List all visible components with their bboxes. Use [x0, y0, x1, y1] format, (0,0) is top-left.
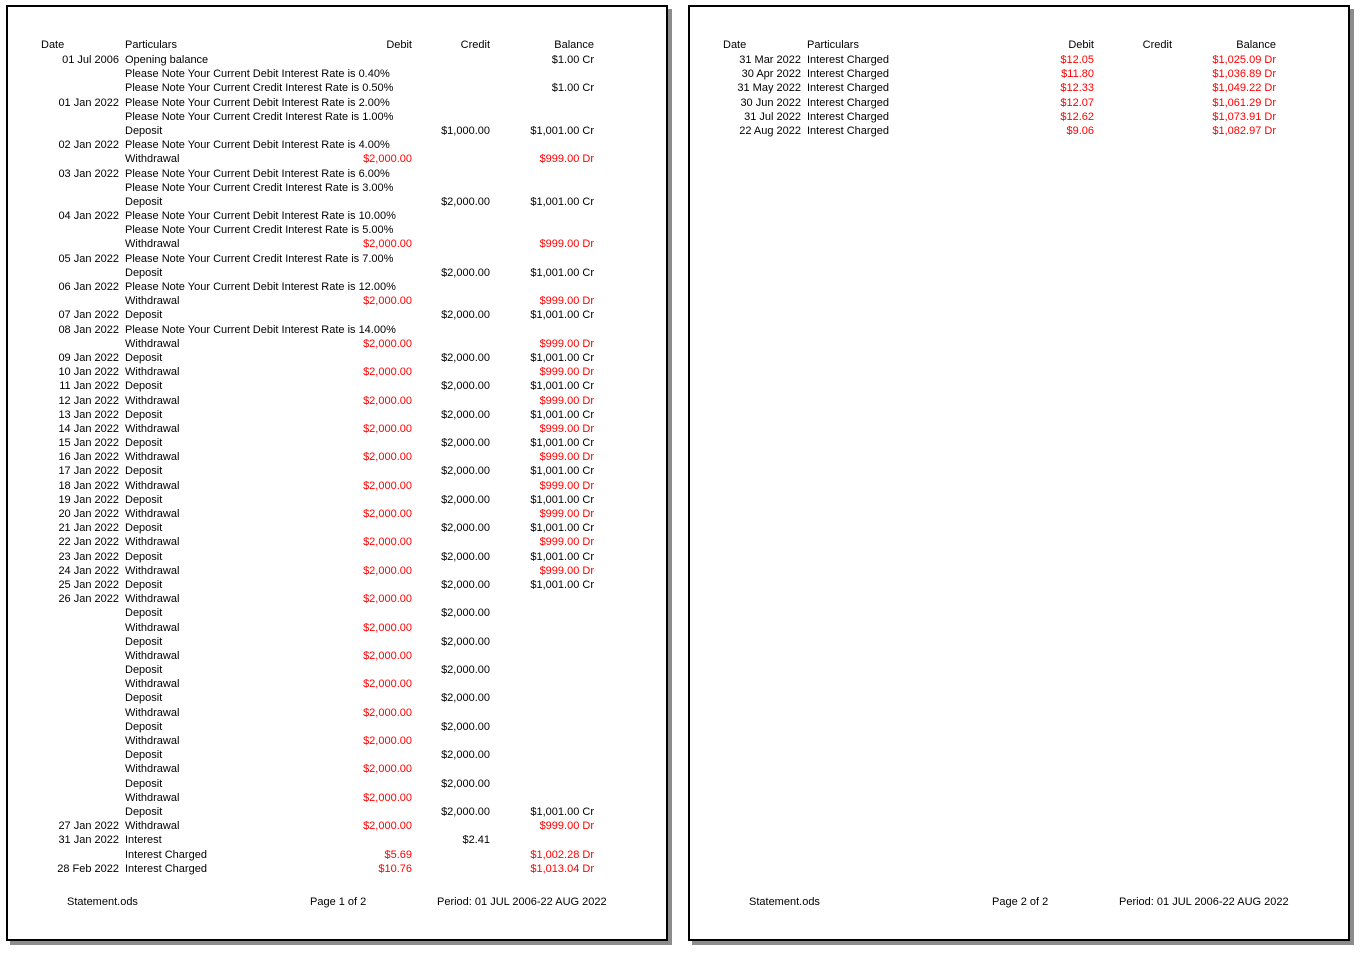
row-particulars: Withdrawal — [125, 649, 180, 662]
table-row — [8, 663, 666, 677]
row-credit: $2,000.00 — [441, 749, 490, 762]
row-particulars: Deposit — [125, 805, 163, 818]
row-particulars: Please Note Your Current Debit Interest Rate is 14.00% — [125, 323, 396, 336]
row-balance: $1,001.00 Cr — [530, 266, 594, 279]
table-row — [8, 223, 666, 237]
row-date: 31 Jul 2022 — [744, 110, 801, 123]
table-row — [8, 521, 666, 535]
header-credit: Credit — [460, 39, 490, 51]
header-date: Date — [41, 39, 65, 51]
table-row — [8, 408, 666, 422]
row-balance: $999.00 Dr — [539, 422, 594, 435]
row-particulars: Please Note Your Current Credit Interest Rate is 1.00% — [125, 110, 394, 123]
row-credit: $2,000.00 — [441, 635, 490, 648]
row-date: 23 Jan 2022 — [58, 550, 119, 563]
row-particulars: Deposit — [125, 195, 163, 208]
row-date: 20 Jan 2022 — [58, 508, 119, 520]
row-credit: $2,000.00 — [441, 266, 490, 279]
row-balance: $1,001.00 Cr — [530, 351, 594, 364]
row-credit: $1,000.00 — [441, 124, 490, 137]
row-debit: $2,000.00 — [363, 820, 412, 833]
table-row — [8, 777, 666, 791]
table-row — [8, 294, 666, 308]
row-date: 19 Jan 2022 — [58, 493, 119, 506]
row-balance: $1,002.28 Dr — [530, 848, 594, 861]
row-debit: $2,000.00 — [363, 735, 412, 747]
row-particulars: Please Note Your Current Debit Interest Rate is 0.40% — [125, 68, 390, 81]
row-balance: $999.00 Dr — [539, 394, 594, 407]
row-balance: $1,001.00 Cr — [530, 550, 594, 563]
row-debit: $2,000.00 — [363, 422, 412, 435]
row-date: 24 Jan 2022 — [58, 564, 119, 577]
row-credit: $2,000.00 — [441, 351, 490, 364]
row-particulars: Deposit — [125, 493, 163, 506]
row-balance: $1,001.00 Cr — [530, 437, 594, 450]
row-date: 11 Jan 2022 — [59, 380, 119, 393]
header-balance: Balance — [554, 39, 594, 51]
row-balance: $999.00 Dr — [539, 451, 594, 464]
table-row — [8, 691, 666, 705]
row-particulars: Withdrawal — [125, 479, 180, 492]
row-debit: $12.05 — [1060, 54, 1094, 66]
row-balance: $999.00 Dr — [539, 153, 594, 166]
row-particulars: Please Note Your Current Credit Interest Rate is 5.00% — [125, 224, 394, 237]
table-row — [690, 96, 1348, 110]
row-credit: $2,000.00 — [441, 408, 490, 421]
row-debit: $10.76 — [378, 862, 412, 875]
table-row — [690, 124, 1348, 138]
row-particulars: Opening balance — [125, 54, 209, 66]
row-debit: $2,000.00 — [363, 791, 412, 804]
row-debit: $2,000.00 — [363, 564, 412, 577]
footer-filename: Statement.ods — [67, 896, 138, 908]
row-balance: $999.00 Dr — [539, 479, 594, 492]
row-debit: $11.80 — [1061, 68, 1094, 81]
row-credit: $2,000.00 — [441, 465, 490, 478]
table-row — [8, 635, 666, 649]
table-row — [8, 379, 666, 393]
row-balance: $1,001.00 Cr — [530, 195, 594, 208]
row-debit: $2,000.00 — [363, 337, 412, 350]
table-row — [8, 81, 666, 95]
row-debit: $2,000.00 — [363, 706, 412, 719]
row-particulars: Withdrawal — [125, 366, 180, 379]
table-row — [8, 436, 666, 450]
row-credit: $2,000.00 — [441, 522, 490, 535]
row-particulars: Withdrawal — [125, 153, 180, 166]
row-date: 22 Jan 2022 — [58, 536, 119, 549]
table-row — [8, 762, 666, 776]
row-date: 01 Jan 2022 — [58, 96, 119, 109]
table-row — [8, 167, 666, 181]
table-row — [8, 649, 666, 663]
row-particulars: Withdrawal — [125, 451, 180, 464]
row-debit: $5.69 — [384, 848, 412, 861]
footer-page-number: Page 1 of 2 — [310, 896, 367, 908]
row-particulars: Deposit — [125, 124, 163, 137]
table-row — [8, 422, 666, 436]
table-row — [8, 848, 666, 862]
row-particulars: Deposit — [125, 309, 163, 322]
row-particulars: Deposit — [125, 266, 163, 279]
table-row — [8, 592, 666, 606]
row-credit: $2,000.00 — [441, 664, 490, 677]
table-row — [8, 621, 666, 635]
header-date: Date — [723, 39, 747, 51]
row-particulars: Please Note Your Current Credit Interest Rate is 0.50% — [125, 82, 394, 95]
row-debit: $2,000.00 — [363, 678, 412, 691]
row-debit: $2,000.00 — [363, 536, 412, 549]
row-date: 09 Jan 2022 — [58, 351, 119, 364]
row-balance: $999.00 Dr — [539, 508, 594, 520]
table-row — [8, 550, 666, 564]
row-credit: $2,000.00 — [441, 309, 490, 322]
row-date: 31 Jan 2022 — [58, 834, 119, 847]
row-particulars: Deposit — [125, 720, 163, 733]
row-credit: $2,000.00 — [441, 720, 490, 733]
row-balance: $1,001.00 Cr — [530, 805, 594, 818]
statement-page-2 — [688, 5, 1350, 941]
row-balance: $1.00 Cr — [551, 82, 594, 95]
row-balance: $1,036.89 Dr — [1212, 68, 1276, 81]
table-row — [8, 464, 666, 478]
row-balance: $1,001.00 Cr — [530, 309, 594, 322]
table-row — [8, 862, 666, 876]
row-particulars: Withdrawal — [125, 422, 180, 435]
row-particulars: Interest Charged — [807, 110, 889, 123]
table-row — [8, 351, 666, 365]
table-row — [8, 493, 666, 507]
table-row — [8, 181, 666, 195]
row-date: 30 Apr 2022 — [741, 68, 801, 81]
row-particulars: Deposit — [125, 692, 163, 705]
table-row — [8, 479, 666, 493]
row-date: 10 Jan 2022 — [58, 366, 119, 379]
row-particulars: Please Note Your Current Credit Interest Rate is 3.00% — [125, 181, 394, 194]
row-date: 30 Jun 2022 — [740, 96, 801, 109]
table-row — [8, 833, 666, 847]
row-date: 21 Jan 2022 — [58, 522, 119, 535]
column-header-row — [690, 39, 1348, 53]
row-balance: $1,001.00 Cr — [530, 493, 594, 506]
row-balance: $1,061.29 Dr — [1212, 96, 1276, 109]
row-debit: $2,000.00 — [363, 763, 412, 776]
row-particulars: Withdrawal — [125, 564, 180, 577]
row-date: 16 Jan 2022 — [58, 451, 119, 464]
table-row — [8, 394, 666, 408]
row-particulars: Interest Charged — [807, 82, 889, 95]
row-credit: $2,000.00 — [441, 578, 490, 591]
row-particulars: Deposit — [125, 607, 163, 620]
row-date: 05 Jan 2022 — [58, 252, 119, 265]
table-row — [8, 606, 666, 620]
transaction-list — [690, 53, 1348, 138]
table-row — [690, 110, 1348, 124]
row-date: 27 Jan 2022 — [58, 820, 119, 833]
row-particulars: Interest Charged — [125, 862, 207, 875]
table-row — [8, 748, 666, 762]
row-date: 01 Jul 2006 — [62, 54, 119, 66]
row-debit: $2,000.00 — [363, 621, 412, 634]
table-row — [8, 323, 666, 337]
row-particulars: Interest Charged — [807, 96, 889, 109]
row-debit: $2,000.00 — [363, 238, 412, 251]
row-particulars: Withdrawal — [125, 678, 180, 691]
row-debit: $12.33 — [1060, 82, 1094, 95]
table-row — [8, 110, 666, 124]
row-balance: $999.00 Dr — [539, 366, 594, 379]
row-balance: $999.00 Dr — [539, 238, 594, 251]
footer-period: Period: 01 JUL 2006-22 AUG 2022 — [437, 896, 607, 908]
row-balance: $1,001.00 Cr — [530, 522, 594, 535]
row-particulars: Deposit — [125, 550, 163, 563]
row-balance: $1,025.09 Dr — [1212, 54, 1276, 66]
row-balance: $1,001.00 Cr — [530, 408, 594, 421]
table-row — [8, 195, 666, 209]
row-date: 22 Aug 2022 — [739, 124, 801, 137]
table-row — [8, 252, 666, 266]
row-debit: $9.06 — [1066, 124, 1094, 137]
table-row — [8, 677, 666, 691]
footer-page-number: Page 2 of 2 — [992, 896, 1049, 908]
table-row — [8, 819, 666, 833]
row-debit: $2,000.00 — [363, 479, 412, 492]
table-row — [8, 706, 666, 720]
table-row — [8, 138, 666, 152]
row-particulars: Please Note Your Current Credit Interest Rate is 7.00% — [125, 252, 394, 265]
header-particulars: Particulars — [125, 39, 177, 51]
header-debit: Debit — [386, 39, 412, 51]
footer-filename: Statement.ods — [749, 896, 820, 908]
table-row — [8, 791, 666, 805]
table-row — [8, 266, 666, 280]
table-row — [8, 53, 666, 67]
row-credit: $2,000.00 — [441, 692, 490, 705]
row-debit: $2,000.00 — [363, 295, 412, 308]
row-particulars: Withdrawal — [125, 763, 180, 776]
row-date: 06 Jan 2022 — [58, 281, 119, 293]
statement-page-1 — [6, 5, 668, 941]
row-debit: $2,000.00 — [363, 451, 412, 464]
header-particulars: Particulars — [807, 39, 859, 51]
row-debit: $2,000.00 — [363, 394, 412, 407]
row-credit: $2,000.00 — [441, 777, 490, 790]
row-particulars: Interest — [125, 834, 162, 847]
row-particulars: Deposit — [125, 465, 163, 478]
row-particulars: Please Note Your Current Debit Interest Rate is 6.00% — [125, 167, 390, 180]
row-debit: $2,000.00 — [363, 366, 412, 379]
row-particulars: Deposit — [125, 664, 163, 677]
row-particulars: Withdrawal — [125, 621, 180, 634]
row-balance: $999.00 Dr — [539, 536, 594, 549]
table-row — [8, 152, 666, 166]
row-particulars: Withdrawal — [125, 536, 180, 549]
row-credit: $2,000.00 — [441, 380, 490, 393]
row-date: 14 Jan 2022 — [58, 422, 119, 435]
row-balance: $1,013.04 Dr — [530, 862, 594, 875]
row-date: 17 Jan 2022 — [58, 465, 119, 478]
row-particulars: Please Note Your Current Debit Interest Rate is 2.00% — [125, 96, 390, 109]
row-particulars: Deposit — [125, 437, 163, 450]
row-balance: $1.00 Cr — [551, 54, 594, 66]
row-balance: $999.00 Dr — [539, 337, 594, 350]
row-date: 31 May 2022 — [737, 82, 801, 95]
table-row — [8, 209, 666, 223]
row-date: 12 Jan 2022 — [58, 394, 119, 407]
row-debit: $2,000.00 — [363, 649, 412, 662]
column-header-row — [8, 39, 666, 53]
header-debit: Debit — [1068, 39, 1094, 51]
row-debit: $2,000.00 — [363, 153, 412, 166]
row-balance: $1,073.91 Dr — [1212, 110, 1276, 123]
table-row — [8, 67, 666, 81]
row-particulars: Interest Charged — [807, 54, 889, 66]
table-row — [8, 564, 666, 578]
row-credit: $2,000.00 — [441, 550, 490, 563]
row-date: 25 Jan 2022 — [58, 578, 119, 591]
table-row — [690, 81, 1348, 95]
table-row — [8, 365, 666, 379]
row-debit: $2,000.00 — [363, 593, 412, 606]
row-particulars: Interest Charged — [807, 68, 889, 81]
row-date: 26 Jan 2022 — [58, 593, 119, 606]
row-credit: $2,000.00 — [441, 493, 490, 506]
row-particulars: Withdrawal — [125, 735, 180, 747]
row-particulars: Withdrawal — [125, 508, 180, 520]
footer-period: Period: 01 JUL 2006-22 AUG 2022 — [1119, 896, 1289, 908]
row-balance: $999.00 Dr — [539, 295, 594, 308]
row-date: 31 Mar 2022 — [739, 54, 801, 66]
row-balance: $999.00 Dr — [539, 820, 594, 833]
table-row — [8, 535, 666, 549]
row-particulars: Withdrawal — [125, 820, 180, 833]
table-row — [8, 280, 666, 294]
row-particulars: Deposit — [125, 635, 163, 648]
table-row — [8, 308, 666, 322]
table-row — [8, 507, 666, 521]
row-balance: $1,049.22 Dr — [1212, 82, 1276, 95]
row-date: 15 Jan 2022 — [58, 437, 119, 450]
table-row — [8, 337, 666, 351]
row-particulars: Deposit — [125, 749, 163, 762]
row-date: 28 Feb 2022 — [57, 862, 119, 875]
row-particulars: Deposit — [125, 351, 163, 364]
row-balance: $1,082.97 Dr — [1212, 124, 1276, 137]
row-particulars: Please Note Your Current Debit Interest Rate is 10.00% — [125, 210, 396, 223]
row-date: 02 Jan 2022 — [58, 139, 119, 152]
row-credit: $2,000.00 — [441, 805, 490, 818]
row-particulars: Withdrawal — [125, 791, 180, 804]
row-balance: $999.00 Dr — [539, 564, 594, 577]
header-balance: Balance — [1236, 39, 1276, 51]
row-particulars: Please Note Your Current Debit Interest Rate is 4.00% — [125, 139, 390, 152]
row-particulars: Deposit — [125, 578, 163, 591]
row-date: 18 Jan 2022 — [58, 479, 119, 492]
row-particulars: Withdrawal — [125, 593, 180, 606]
row-particulars: Interest Charged — [125, 848, 207, 861]
table-row — [8, 578, 666, 592]
table-row — [8, 734, 666, 748]
row-particulars: Withdrawal — [125, 238, 180, 251]
row-particulars: Deposit — [125, 777, 163, 790]
table-row — [8, 237, 666, 251]
row-credit: $2,000.00 — [441, 195, 490, 208]
row-particulars: Deposit — [125, 522, 163, 535]
row-credit: $2,000.00 — [441, 437, 490, 450]
row-particulars: Deposit — [125, 380, 163, 393]
row-balance: $1,001.00 Cr — [530, 124, 594, 137]
row-credit: $2.41 — [462, 834, 490, 847]
row-particulars: Please Note Your Current Debit Interest Rate is 12.00% — [125, 281, 396, 293]
row-particulars: Withdrawal — [125, 706, 180, 719]
row-credit: $2,000.00 — [441, 607, 490, 620]
table-row — [690, 67, 1348, 81]
row-date: 13 Jan 2022 — [58, 408, 119, 421]
table-row — [8, 805, 666, 819]
transaction-list — [8, 53, 666, 876]
header-credit: Credit — [1142, 39, 1172, 51]
row-particulars: Withdrawal — [125, 295, 180, 308]
row-date: 07 Jan 2022 — [58, 309, 119, 322]
row-particulars: Deposit — [125, 408, 163, 421]
row-debit: $12.07 — [1060, 96, 1094, 109]
row-date: 03 Jan 2022 — [58, 167, 119, 180]
row-debit: $12.62 — [1060, 110, 1094, 123]
row-particulars: Withdrawal — [125, 394, 180, 407]
row-date: 04 Jan 2022 — [58, 210, 119, 223]
table-row — [8, 124, 666, 138]
table-row — [8, 720, 666, 734]
row-balance: $1,001.00 Cr — [530, 465, 594, 478]
table-row — [8, 450, 666, 464]
table-row — [690, 53, 1348, 67]
row-particulars: Interest Charged — [807, 124, 889, 137]
row-date: 08 Jan 2022 — [58, 323, 119, 336]
row-balance: $1,001.00 Cr — [530, 578, 594, 591]
row-debit: $2,000.00 — [363, 508, 412, 520]
row-particulars: Withdrawal — [125, 337, 180, 350]
table-row — [8, 96, 666, 110]
row-balance: $1,001.00 Cr — [530, 380, 594, 393]
